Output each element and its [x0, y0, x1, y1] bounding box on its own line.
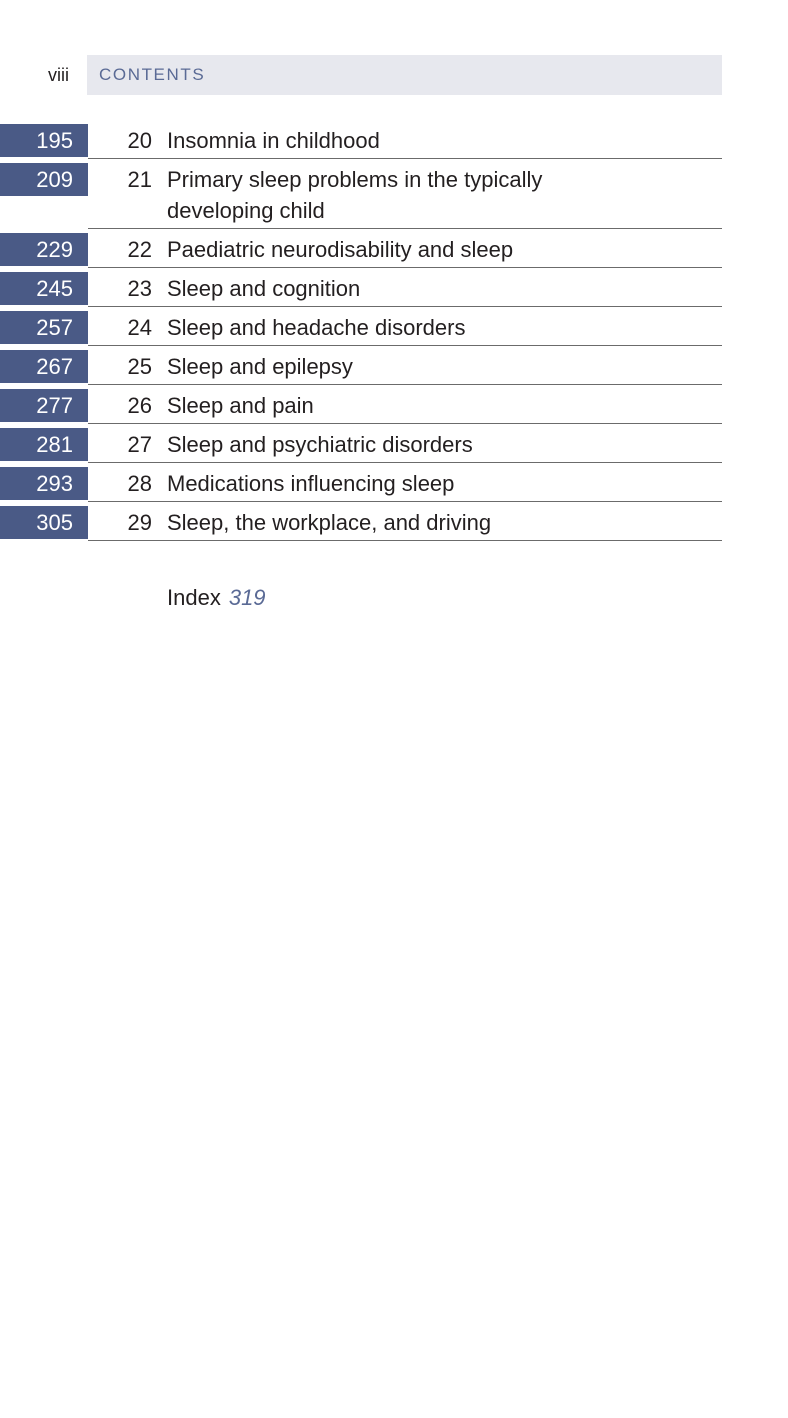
table-of-contents — [0, 120, 722, 541]
toc-chapter-number: 25 — [127, 354, 152, 379]
toc-page-number: 229 — [0, 233, 88, 266]
toc-chapter-title: Insomnia in childhood — [167, 128, 380, 153]
section-label: CONTENTS — [99, 65, 206, 84]
toc-entry[interactable] — [0, 268, 722, 307]
toc-entry[interactable] — [0, 120, 722, 159]
toc-chapter-title: Paediatric neurodisability and sleep — [167, 237, 514, 262]
toc-chapter-title: Sleep and psychiatric disorders — [167, 432, 473, 457]
toc-chapter-number: 24 — [127, 315, 152, 340]
index-entry[interactable] — [167, 582, 266, 613]
toc-chapter-title: Sleep, the workplace, and driving — [167, 510, 492, 535]
toc-page-number: 245 — [0, 272, 88, 305]
toc-page-number: 195 — [0, 124, 88, 157]
toc-page-number: 293 — [0, 467, 88, 500]
page-folio: viii — [48, 65, 69, 85]
toc-entry[interactable] — [0, 229, 722, 268]
toc-page-number: 267 — [0, 350, 88, 383]
toc-chapter-title: Sleep and epilepsy — [167, 354, 353, 379]
toc-chapter-number: 23 — [127, 276, 152, 301]
toc-chapter-number: 29 — [127, 510, 152, 535]
toc-page-number: 281 — [0, 428, 88, 461]
toc-page-number: 209 — [0, 163, 88, 196]
toc-entry[interactable] — [0, 502, 722, 541]
toc-page-number: 257 — [0, 311, 88, 344]
index-label: Index — [167, 585, 221, 610]
toc-chapter-title: Medications influencing sleep — [167, 471, 455, 496]
toc-entry[interactable] — [0, 385, 722, 424]
toc-page-number: 277 — [0, 389, 88, 422]
toc-chapter-number: 26 — [127, 393, 152, 418]
header-band — [87, 55, 722, 95]
toc-entry[interactable] — [0, 463, 722, 502]
toc-chapter-number: 20 — [127, 128, 152, 153]
toc-chapter-number: 27 — [127, 432, 152, 457]
toc-chapter-number: 22 — [127, 237, 152, 262]
toc-chapter-number: 28 — [127, 471, 152, 496]
toc-chapter-title: Sleep and headache disorders — [167, 315, 466, 340]
toc-chapter-title: Sleep and pain — [167, 393, 314, 418]
toc-entry[interactable] — [0, 424, 722, 463]
toc-entry[interactable] — [0, 346, 722, 385]
toc-entry[interactable] — [0, 307, 722, 346]
toc-chapter-number: 21 — [127, 167, 152, 192]
toc-chapter-title: Primary sleep problems in the typically developing child — [167, 167, 543, 223]
toc-chapter-title: Sleep and cognition — [167, 276, 361, 301]
toc-entry[interactable] — [0, 159, 722, 229]
toc-page-number: 305 — [0, 506, 88, 539]
running-head — [0, 55, 722, 95]
index-page-number: 319 — [228, 585, 266, 610]
toc-divider — [88, 540, 722, 541]
